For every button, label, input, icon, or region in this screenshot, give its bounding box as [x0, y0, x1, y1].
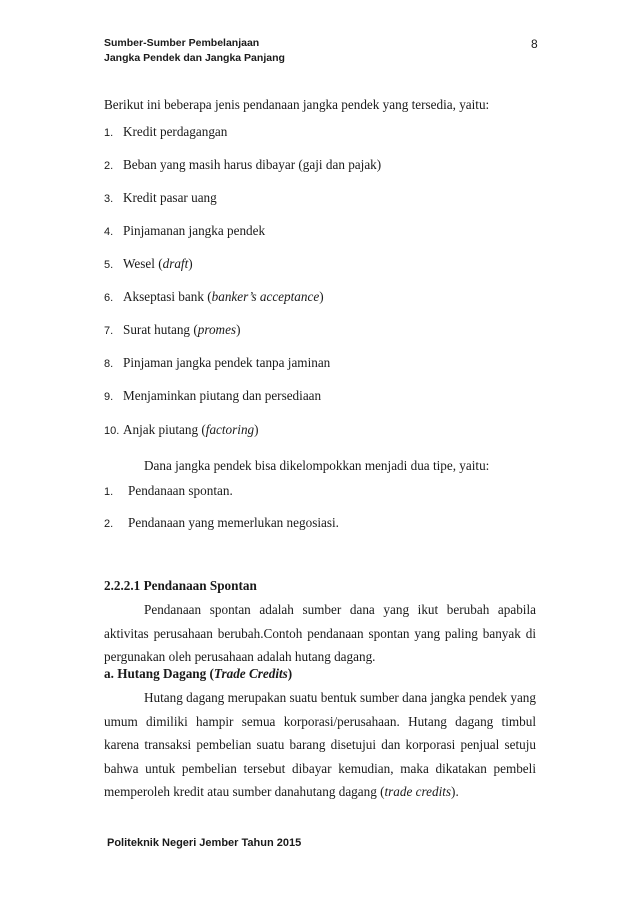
section-paragraph-text: Pendanaan spontan adalah sumber dana yang ikut berubah apabila aktivitas perusahaan berubah.Contoh pendanaan spontan yang paling banyak di pergunakan oleh perusahaan adalah hutang dagang. [104, 602, 536, 665]
list-item-text-main: Menjaminkan piutang dan persediaan [123, 388, 322, 403]
list-item-text [123, 289, 324, 304]
list-item [104, 189, 217, 207]
list-item-text [123, 223, 265, 238]
list-item-number: 10. [104, 425, 120, 437]
list-item-number: 9. [104, 391, 114, 403]
list-item-text-main: Pinjaman jangka pendek tanpa jaminan [123, 355, 331, 370]
page-number: 8 [531, 37, 538, 51]
list-item-text [123, 388, 321, 403]
subsection-paragraph-italic: trade credits [384, 784, 452, 800]
list-item-text-main: Kredit perdagangan [123, 124, 228, 139]
list-item-number: 1. [104, 127, 114, 139]
subsection-paragraph-text: Hutang dagang merupakan suatu bentuk sumber dana jangka pendek yang umum dimiliki hampir semua korporasi/perusahaan. Hutang dagang timbul karena transaksi pembelian suatu barang disetujui dan korporasi penjual setuju bahwa untuk pembelian tersebut dibayar kemudian, maka dikatakan pembeli memperoleh kredit atau sumber danahutang dagang ( [104, 690, 536, 800]
list-item-text [123, 124, 227, 139]
list-item [104, 354, 330, 372]
list-item-number: 3. [104, 193, 114, 205]
list-item-text-italic: draft [162, 256, 189, 271]
group-intro-text: Dana jangka pendek bisa dikelompokkan menjadi dua tipe, yaitu: [144, 458, 490, 473]
list-item-number: 2. [104, 518, 114, 530]
list-item-number: 7. [104, 325, 114, 337]
subsection-heading-italic: Trade Credits [213, 666, 288, 681]
list-item-text-close: ) [188, 256, 193, 271]
list-item-text-main: Kredit pasar uang [123, 190, 217, 205]
list-item [104, 222, 265, 240]
list-item-number: 1. [104, 486, 114, 498]
page-footer: Politeknik Negeri Jember Tahun 2015 [107, 837, 302, 849]
subsection-paragraph-close: ). [451, 784, 459, 800]
subsection-heading-close: ) [287, 666, 293, 681]
list-item [104, 255, 193, 273]
list-item [104, 482, 233, 500]
list-item-text-close: ) [254, 422, 259, 437]
list-item-text-main: Beban yang masih harus dibayar (gaji dan pajak) [123, 157, 382, 172]
list-item-text-italic: promes [197, 322, 237, 337]
list-item-text [123, 422, 259, 437]
list-item-text [123, 157, 381, 172]
list-item-text-close: ) [236, 322, 241, 337]
list-item-text-main: Anjak piutang ( [123, 422, 206, 437]
list-item [104, 123, 227, 141]
list-item-number: 4. [104, 226, 114, 238]
list-item [104, 387, 321, 405]
running-header-line1: Sumber-Sumber Pembelanjaan [104, 37, 260, 49]
list-item-text-close: ) [319, 289, 324, 304]
list-item-text-main: Pinjamanan jangka pendek [123, 223, 266, 238]
list-item-text [123, 256, 193, 271]
list-item-text [123, 355, 330, 370]
subsection-heading [104, 666, 292, 682]
list-item [104, 421, 259, 439]
list-item [104, 288, 324, 306]
list-item-text: Pendanaan spontan. [128, 483, 233, 498]
subsection-heading-text: a. Hutang Dagang ( [104, 666, 214, 681]
list-item-text: Pendanaan yang memerlukan negosiasi. [128, 515, 339, 530]
list-item [104, 514, 339, 532]
running-header-line2: Jangka Pendek dan Jangka Panjang [104, 52, 285, 64]
list-item [104, 321, 240, 339]
list-item-text-italic: banker’s acceptance [211, 289, 320, 304]
list-item-text-main: Akseptasi bank ( [123, 289, 212, 304]
list-item-number: 6. [104, 292, 114, 304]
list-item-text-italic: factoring [205, 422, 255, 437]
section-heading: 2.2.2.1 Pendanaan Spontan [104, 578, 257, 593]
list-item-number: 8. [104, 358, 114, 370]
list-item-text-main: Wesel ( [123, 256, 163, 271]
subsection-paragraph [104, 686, 536, 804]
list-item [104, 156, 381, 174]
list-item-text-main: Surat hutang ( [123, 322, 198, 337]
list-item-text [123, 322, 240, 337]
list-item-text [123, 190, 217, 205]
list-item-number: 2. [104, 160, 114, 172]
list-item-number: 5. [104, 259, 114, 271]
section-paragraph [104, 598, 536, 669]
intro-text: Berikut ini beberapa jenis pendanaan jangka pendek yang tersedia, yaitu: [104, 97, 490, 112]
